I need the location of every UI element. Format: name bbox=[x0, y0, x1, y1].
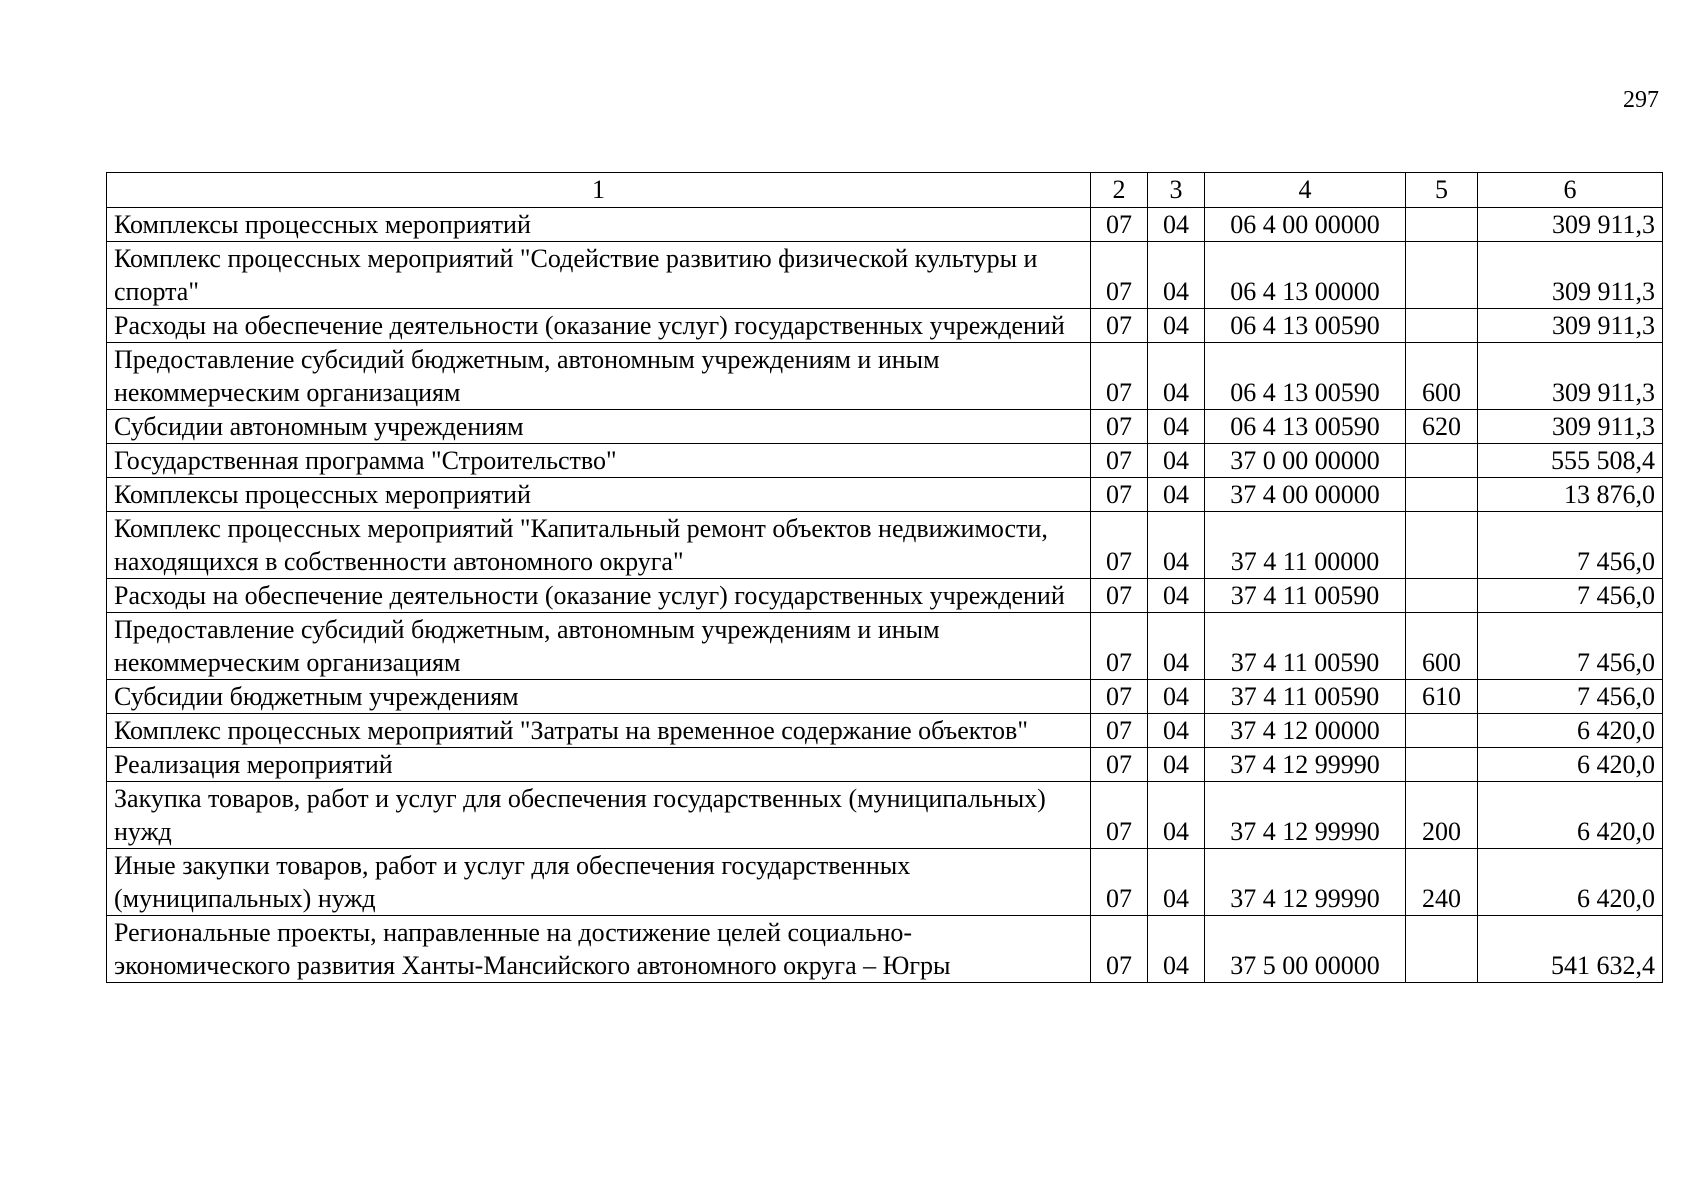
section-code-cell: 07 bbox=[1091, 343, 1148, 410]
table-row bbox=[107, 444, 1663, 478]
target-article-cell: 37 4 12 99990 bbox=[1205, 849, 1406, 916]
target-article-cell: 37 0 00 00000 bbox=[1205, 444, 1406, 478]
subsection-code-cell: 04 bbox=[1148, 242, 1205, 309]
expense-type-cell bbox=[1406, 309, 1478, 343]
subsection-code-cell: 04 bbox=[1148, 410, 1205, 444]
target-article-cell: 06 4 13 00590 bbox=[1205, 309, 1406, 343]
table-row bbox=[107, 410, 1663, 444]
expense-type-cell bbox=[1406, 916, 1478, 983]
column-header-4: 4 bbox=[1205, 173, 1406, 208]
subsection-code-cell: 04 bbox=[1148, 849, 1205, 916]
amount-cell: 541 632,4 bbox=[1478, 916, 1663, 983]
section-code-cell: 07 bbox=[1091, 579, 1148, 613]
expense-type-cell: 240 bbox=[1406, 849, 1478, 916]
section-code-cell: 07 bbox=[1091, 478, 1148, 512]
table-row bbox=[107, 916, 1663, 983]
amount-cell: 7 456,0 bbox=[1478, 680, 1663, 714]
expense-type-cell: 600 bbox=[1406, 343, 1478, 410]
column-header-1: 1 bbox=[107, 173, 1091, 208]
amount-cell: 309 911,3 bbox=[1478, 309, 1663, 343]
row-name-cell: Государственная программа "Строительство" bbox=[107, 444, 1091, 478]
subsection-code-cell: 04 bbox=[1148, 680, 1205, 714]
target-article-cell: 37 4 11 00590 bbox=[1205, 579, 1406, 613]
row-name-cell: Комплексы процессных мероприятий bbox=[107, 208, 1091, 242]
amount-cell: 555 508,4 bbox=[1478, 444, 1663, 478]
expense-type-cell bbox=[1406, 714, 1478, 748]
amount-cell: 309 911,3 bbox=[1478, 208, 1663, 242]
amount-cell: 7 456,0 bbox=[1478, 579, 1663, 613]
subsection-code-cell: 04 bbox=[1148, 613, 1205, 680]
amount-cell: 6 420,0 bbox=[1478, 849, 1663, 916]
table-row bbox=[107, 680, 1663, 714]
section-code-cell: 07 bbox=[1091, 208, 1148, 242]
amount-cell: 7 456,0 bbox=[1478, 613, 1663, 680]
section-code-cell: 07 bbox=[1091, 444, 1148, 478]
row-name-cell: Региональные проекты, направленные на достижение целей социально-экономического развития Ханты-Мансийского автономного округа – Югры bbox=[107, 916, 1091, 983]
expense-type-cell: 610 bbox=[1406, 680, 1478, 714]
amount-cell: 309 911,3 bbox=[1478, 242, 1663, 309]
expense-type-cell bbox=[1406, 579, 1478, 613]
row-name-cell: Предоставление субсидий бюджетным, автономным учреждениям и иным некоммерческим организациям bbox=[107, 613, 1091, 680]
target-article-cell: 37 4 12 99990 bbox=[1205, 748, 1406, 782]
row-name-cell: Реализация мероприятий bbox=[107, 748, 1091, 782]
column-header-5: 5 bbox=[1406, 173, 1478, 208]
page-number: 297 bbox=[1623, 87, 1659, 113]
amount-cell: 7 456,0 bbox=[1478, 512, 1663, 579]
expense-type-cell bbox=[1406, 444, 1478, 478]
budget-table bbox=[106, 172, 1663, 983]
table-row bbox=[107, 478, 1663, 512]
section-code-cell: 07 bbox=[1091, 309, 1148, 343]
expense-type-cell bbox=[1406, 512, 1478, 579]
amount-cell: 6 420,0 bbox=[1478, 748, 1663, 782]
target-article-cell: 37 4 00 00000 bbox=[1205, 478, 1406, 512]
amount-cell: 309 911,3 bbox=[1478, 343, 1663, 410]
subsection-code-cell: 04 bbox=[1148, 343, 1205, 410]
table-header-row bbox=[107, 173, 1663, 208]
row-name-cell: Субсидии бюджетным учреждениям bbox=[107, 680, 1091, 714]
expense-type-cell bbox=[1406, 748, 1478, 782]
target-article-cell: 06 4 00 00000 bbox=[1205, 208, 1406, 242]
expense-type-cell bbox=[1406, 208, 1478, 242]
expense-type-cell bbox=[1406, 478, 1478, 512]
row-name-cell: Расходы на обеспечение деятельности (оказание услуг) государственных учреждений bbox=[107, 309, 1091, 343]
row-name-cell: Предоставление субсидий бюджетным, автономным учреждениям и иным некоммерческим организациям bbox=[107, 343, 1091, 410]
table-row bbox=[107, 579, 1663, 613]
target-article-cell: 06 4 13 00590 bbox=[1205, 343, 1406, 410]
target-article-cell: 37 4 11 00590 bbox=[1205, 613, 1406, 680]
row-name-cell: Иные закупки товаров, работ и услуг для обеспечения государственных (муниципальных) нужд bbox=[107, 849, 1091, 916]
target-article-cell: 06 4 13 00590 bbox=[1205, 410, 1406, 444]
section-code-cell: 07 bbox=[1091, 512, 1148, 579]
table-row bbox=[107, 714, 1663, 748]
section-code-cell: 07 bbox=[1091, 849, 1148, 916]
column-header-2: 2 bbox=[1091, 173, 1148, 208]
target-article-cell: 37 4 12 00000 bbox=[1205, 714, 1406, 748]
section-code-cell: 07 bbox=[1091, 782, 1148, 849]
subsection-code-cell: 04 bbox=[1148, 916, 1205, 983]
subsection-code-cell: 04 bbox=[1148, 444, 1205, 478]
subsection-code-cell: 04 bbox=[1148, 782, 1205, 849]
amount-cell: 309 911,3 bbox=[1478, 410, 1663, 444]
section-code-cell: 07 bbox=[1091, 748, 1148, 782]
expense-type-cell: 200 bbox=[1406, 782, 1478, 849]
table-row bbox=[107, 512, 1663, 579]
row-name-cell: Комплекс процессных мероприятий "Затраты на временное содержание объектов" bbox=[107, 714, 1091, 748]
table-row bbox=[107, 208, 1663, 242]
table-row bbox=[107, 242, 1663, 309]
section-code-cell: 07 bbox=[1091, 714, 1148, 748]
table-row bbox=[107, 849, 1663, 916]
target-article-cell: 37 4 11 00590 bbox=[1205, 680, 1406, 714]
column-header-6: 6 bbox=[1478, 173, 1663, 208]
table-row bbox=[107, 748, 1663, 782]
subsection-code-cell: 04 bbox=[1148, 208, 1205, 242]
subsection-code-cell: 04 bbox=[1148, 512, 1205, 579]
table-row bbox=[107, 613, 1663, 680]
row-name-cell: Комплекс процессных мероприятий "Капитальный ремонт объектов недвижимости, находящихся в собственности автономного округа" bbox=[107, 512, 1091, 579]
subsection-code-cell: 04 bbox=[1148, 309, 1205, 343]
subsection-code-cell: 04 bbox=[1148, 579, 1205, 613]
section-code-cell: 07 bbox=[1091, 916, 1148, 983]
target-article-cell: 37 4 11 00000 bbox=[1205, 512, 1406, 579]
table-row bbox=[107, 343, 1663, 410]
row-name-cell: Комплекс процессных мероприятий "Содействие развитию физической культуры и спорта" bbox=[107, 242, 1091, 309]
subsection-code-cell: 04 bbox=[1148, 714, 1205, 748]
row-name-cell: Закупка товаров, работ и услуг для обеспечения государственных (муниципальных) нужд bbox=[107, 782, 1091, 849]
column-header-3: 3 bbox=[1148, 173, 1205, 208]
target-article-cell: 37 4 12 99990 bbox=[1205, 782, 1406, 849]
expense-type-cell: 620 bbox=[1406, 410, 1478, 444]
expense-type-cell bbox=[1406, 242, 1478, 309]
section-code-cell: 07 bbox=[1091, 613, 1148, 680]
section-code-cell: 07 bbox=[1091, 242, 1148, 309]
section-code-cell: 07 bbox=[1091, 680, 1148, 714]
row-name-cell: Расходы на обеспечение деятельности (оказание услуг) государственных учреждений bbox=[107, 579, 1091, 613]
expense-type-cell: 600 bbox=[1406, 613, 1478, 680]
amount-cell: 13 876,0 bbox=[1478, 478, 1663, 512]
target-article-cell: 37 5 00 00000 bbox=[1205, 916, 1406, 983]
target-article-cell: 06 4 13 00000 bbox=[1205, 242, 1406, 309]
amount-cell: 6 420,0 bbox=[1478, 714, 1663, 748]
row-name-cell: Комплексы процессных мероприятий bbox=[107, 478, 1091, 512]
subsection-code-cell: 04 bbox=[1148, 748, 1205, 782]
section-code-cell: 07 bbox=[1091, 410, 1148, 444]
table-row bbox=[107, 782, 1663, 849]
table-row bbox=[107, 309, 1663, 343]
amount-cell: 6 420,0 bbox=[1478, 782, 1663, 849]
row-name-cell: Субсидии автономным учреждениям bbox=[107, 410, 1091, 444]
subsection-code-cell: 04 bbox=[1148, 478, 1205, 512]
